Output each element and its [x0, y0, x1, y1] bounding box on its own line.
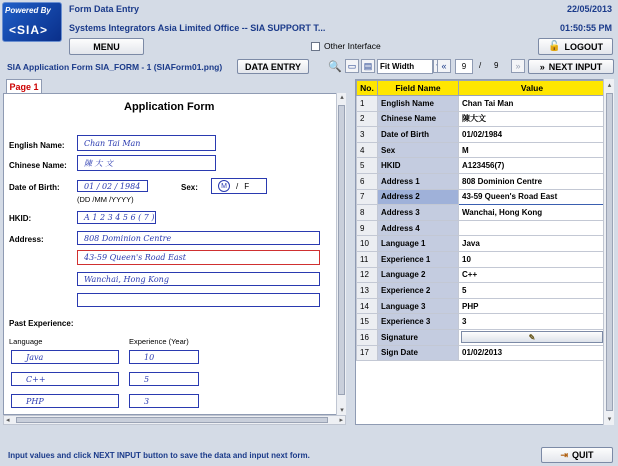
- table-row[interactable]: [357, 205, 606, 221]
- data-entry-button[interactable]: [237, 59, 309, 74]
- row-value-cell[interactable]: 陳大文: [459, 111, 606, 127]
- row-value-cell[interactable]: [459, 329, 606, 345]
- next-input-label: NEXT INPUT: [548, 61, 603, 72]
- menu-button[interactable]: [69, 38, 144, 55]
- signature-button[interactable]: [461, 331, 603, 343]
- table-header-row: [357, 81, 606, 96]
- table-row[interactable]: [357, 220, 606, 236]
- hand-chinese-name: 陳 大 文: [77, 155, 216, 171]
- table-row[interactable]: [357, 298, 606, 314]
- form-horizontal-scrollbar[interactable]: [3, 415, 346, 425]
- print-preview-icon[interactable]: ▤: [361, 59, 375, 73]
- table-row[interactable]: [357, 236, 606, 252]
- row-field-name: Address 1: [378, 173, 459, 189]
- row-field-name: Language 3: [378, 298, 459, 314]
- office-subtitle: Systems Integrators Asia Limited Office -- SIA SUPPORT T...: [69, 23, 326, 33]
- row-field-name: Date of Birth: [378, 127, 459, 143]
- row-value-cell[interactable]: 10: [459, 251, 606, 267]
- menu-label: MENU: [93, 41, 120, 52]
- hand-experience-3: 3: [129, 394, 199, 408]
- sia-logo: [2, 2, 62, 42]
- row-number: 2: [357, 111, 378, 127]
- form-vertical-scrollbar[interactable]: [336, 93, 346, 415]
- hscroll-thumb[interactable]: [16, 417, 328, 423]
- table-row[interactable]: [357, 158, 606, 174]
- status-message: Input values and click NEXT INPUT button to save the data and input next form.: [8, 451, 310, 460]
- label-sex: Sex:: [181, 183, 198, 192]
- table-row[interactable]: [357, 127, 606, 143]
- row-value-cell[interactable]: 808 Dominion Centre: [459, 173, 606, 189]
- hand-address-3: Wanchai, Hong Kong: [77, 272, 320, 286]
- row-number: 8: [357, 205, 378, 221]
- row-value-cell[interactable]: Wanchai, Hong Kong: [459, 205, 606, 221]
- prev-page-icon[interactable]: «: [437, 59, 451, 73]
- double-chevron-right-icon: »: [539, 61, 545, 72]
- row-field-name: Language 2: [378, 267, 459, 283]
- hand-address-2: 43-59 Queen's Road East: [77, 250, 320, 265]
- row-field-name: Address 4: [378, 220, 459, 236]
- tab-label: Page 1: [9, 82, 39, 92]
- form-image-viewer[interactable]: [3, 93, 346, 415]
- table-row[interactable]: [357, 111, 606, 127]
- field-value-table: [356, 80, 606, 361]
- row-number: 7: [357, 189, 378, 205]
- row-number: 16: [357, 329, 378, 345]
- row-field-name: Chinese Name: [378, 111, 459, 127]
- row-field-name: Signature: [378, 329, 459, 345]
- hand-language-3: PHP: [11, 394, 119, 408]
- table-row[interactable]: [357, 345, 606, 361]
- row-value-cell[interactable]: 43-59 Queen's Road East: [459, 189, 606, 205]
- form-title: Application Form: [124, 101, 215, 113]
- table-row[interactable]: [357, 329, 606, 345]
- app-title: Form Data Entry: [69, 4, 140, 14]
- hand-experience-2: 5: [129, 372, 199, 386]
- hand-language-1: Java: [11, 350, 119, 364]
- other-interface-label: Other Interface: [324, 41, 381, 51]
- row-number: 3: [357, 127, 378, 143]
- row-field-name: Address 3: [378, 205, 459, 221]
- exit-door-icon: ⇥: [560, 449, 569, 460]
- row-number: 1: [357, 96, 378, 112]
- row-field-name: Experience 1: [378, 251, 459, 267]
- tab-page-1[interactable]: [6, 79, 42, 94]
- hand-experience-1: 10: [129, 350, 199, 364]
- scroll-up-icon[interactable]: ▴: [340, 94, 344, 101]
- row-value-cell[interactable]: Java: [459, 236, 606, 252]
- scroll-up-icon[interactable]: ▴: [607, 82, 612, 89]
- scroll-thumb[interactable]: [338, 105, 345, 395]
- table-row[interactable]: [357, 96, 606, 112]
- scroll-down-icon[interactable]: ▾: [607, 416, 612, 423]
- table-row[interactable]: [357, 314, 606, 330]
- page-total: 9: [494, 61, 499, 70]
- row-number: 15: [357, 314, 378, 330]
- scroll-down-icon[interactable]: ▾: [340, 407, 344, 414]
- quit-label: QUIT: [572, 450, 594, 460]
- hand-english-name: Chan Tai Man: [77, 135, 216, 151]
- data-entry-label: DATA ENTRY: [245, 61, 301, 72]
- row-field-name: Experience 2: [378, 283, 459, 299]
- next-input-button[interactable]: [528, 59, 614, 74]
- table-row[interactable]: [357, 267, 606, 283]
- label-english-name: English Name:: [9, 141, 65, 150]
- row-field-name: English Name: [378, 96, 459, 112]
- scroll-thumb[interactable]: [606, 93, 613, 411]
- label-address: Address:: [9, 235, 44, 244]
- hand-address-4: [77, 293, 320, 307]
- row-value-cell[interactable]: 01/02/2013: [459, 345, 606, 361]
- date-display: 22/05/2013: [566, 4, 612, 14]
- scroll-left-icon[interactable]: ◂: [6, 417, 10, 424]
- row-value-cell[interactable]: C++: [459, 267, 606, 283]
- sex-box: [211, 178, 267, 194]
- logout-icon: 🔓: [548, 41, 561, 52]
- table-row[interactable]: [357, 283, 606, 299]
- sex-f: F: [244, 181, 250, 191]
- hand-address-1: 808 Dominion Centre: [77, 231, 320, 245]
- col-header-value: Value: [459, 81, 606, 96]
- row-number: 10: [357, 236, 378, 252]
- form-page: [4, 94, 337, 406]
- logout-button[interactable]: [538, 38, 613, 55]
- row-value-cell[interactable]: A123456(7): [459, 158, 606, 174]
- row-field-name: Sign Date: [378, 345, 459, 361]
- col-header-no: No.: [357, 81, 378, 96]
- label-hkid: HKID:: [9, 214, 32, 223]
- logout-label: LOGOUT: [564, 41, 603, 52]
- label-past-experience: Past Experience:: [9, 319, 74, 328]
- table-row[interactable]: [357, 251, 606, 267]
- row-number: 13: [357, 283, 378, 299]
- row-field-name: Address 2: [378, 189, 459, 205]
- hand-dob: 01 / 02 / 1984: [77, 180, 148, 192]
- table-row[interactable]: [357, 173, 606, 189]
- dob-format-hint: (DD /MM /YYYY): [77, 195, 134, 204]
- row-number: 6: [357, 173, 378, 189]
- other-interface-checkbox[interactable]: [311, 41, 381, 51]
- fit-page-icon[interactable]: ▭: [345, 59, 359, 73]
- page-separator: /: [479, 61, 482, 70]
- row-value-cell[interactable]: 5: [459, 283, 606, 299]
- sex-m: M: [218, 180, 230, 192]
- row-field-name: HKID: [378, 158, 459, 174]
- table-row[interactable]: [357, 189, 606, 205]
- table-vertical-scrollbar[interactable]: [603, 79, 614, 425]
- row-value-cell[interactable]: 01/02/1984: [459, 127, 606, 143]
- row-number: 9: [357, 220, 378, 236]
- row-number: 11: [357, 251, 378, 267]
- row-value-cell[interactable]: 3: [459, 314, 606, 330]
- row-field-name: Language 1: [378, 236, 459, 252]
- table-row[interactable]: [357, 142, 606, 158]
- row-value-cell[interactable]: Chan Tai Man: [459, 96, 606, 112]
- logo-line1: Powered By: [5, 6, 51, 15]
- quit-button[interactable]: [541, 447, 613, 463]
- time-display: 01:50:55 PM: [559, 23, 612, 33]
- row-value-cell[interactable]: PHP: [459, 298, 606, 314]
- find-icon[interactable]: 🔍: [328, 60, 342, 73]
- page-current: 9: [461, 62, 467, 71]
- row-number: 4: [357, 142, 378, 158]
- row-number: 12: [357, 267, 378, 283]
- zoom-value: Fit Width: [380, 62, 415, 71]
- logo-line2: <SIA>: [9, 23, 49, 37]
- label-dob: Date of Birth:: [9, 183, 60, 192]
- label-language: Language: [9, 337, 43, 346]
- row-value-cell[interactable]: [459, 220, 606, 236]
- row-field-name: Experience 3: [378, 314, 459, 330]
- sex-separator: /: [236, 181, 239, 191]
- col-header-field: Field Name: [378, 81, 459, 96]
- scroll-right-icon[interactable]: ▸: [339, 417, 343, 424]
- hand-language-2: C++: [11, 372, 119, 386]
- row-number: 5: [357, 158, 378, 174]
- zoom-select[interactable]: [377, 59, 433, 74]
- row-field-name: Sex: [378, 142, 459, 158]
- checkbox-box[interactable]: [311, 42, 320, 51]
- field-value-table-panel: [355, 79, 614, 425]
- row-value-cell[interactable]: M: [459, 142, 606, 158]
- document-title: SIA Application Form SIA_FORM - 1 (SIAForm01.png): [7, 62, 223, 72]
- page-number-input[interactable]: [455, 59, 473, 74]
- hand-hkid: A 1 2 3 4 5 6 ( 7 ): [77, 211, 156, 224]
- next-page-icon[interactable]: »: [511, 59, 525, 73]
- row-number: 17: [357, 345, 378, 361]
- label-chinese-name: Chinese Name:: [9, 161, 67, 170]
- label-experience-year: Experience (Year): [129, 337, 189, 346]
- signature-pen-icon: ✎: [528, 332, 536, 342]
- row-number: 14: [357, 298, 378, 314]
